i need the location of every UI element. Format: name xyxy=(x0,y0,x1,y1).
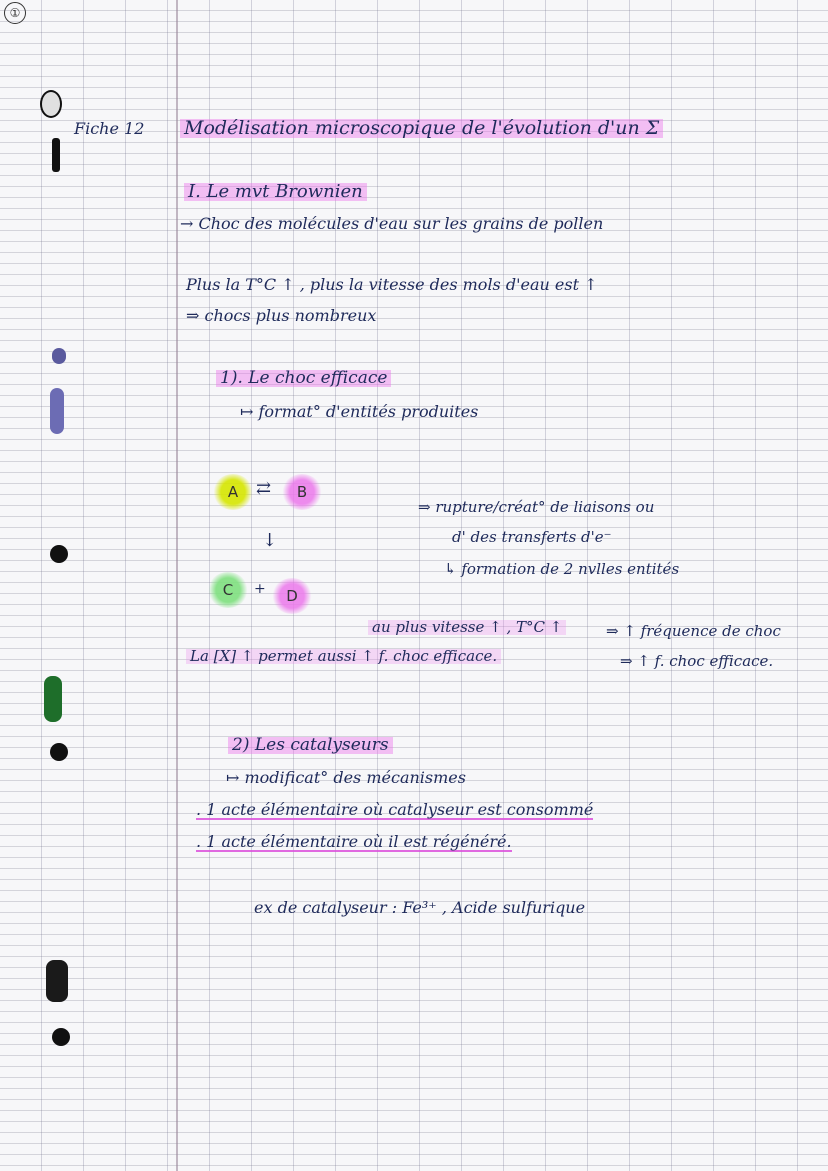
section-text-line: → Choc des molécules d'eau sur les grains de pollen xyxy=(180,214,604,233)
sheet-label: Fiche 12 xyxy=(74,119,145,138)
plus-sign: + xyxy=(254,581,266,597)
page-number: ① xyxy=(4,2,26,24)
binder-hole xyxy=(52,1028,70,1046)
note-line: La [X] ↑ permet aussi ↑ f. choc efficace. xyxy=(186,649,501,664)
subsection-text-line: . 1 acte élémentaire où il est régénéré. xyxy=(196,832,512,851)
binder-hole xyxy=(52,138,60,172)
section-text-line: Plus la T°C ↑ , plus la vitesse des mols d'eau est ↑ xyxy=(186,275,598,294)
subsection-text-line: ↦ format° d'entités produites xyxy=(240,402,479,421)
molecule-a: A xyxy=(213,474,253,510)
subsection-heading: 1). Le choc efficace xyxy=(216,370,391,387)
diagram-result-line: d' des transferts d'e⁻ xyxy=(452,528,612,546)
binder-hole xyxy=(50,388,64,434)
binder-hole xyxy=(50,545,68,563)
diagram-result-line: ↳ formation de 2 nvlles entités xyxy=(444,560,680,578)
binder-hole xyxy=(52,348,66,364)
equilibrium-arrow: ⇄ xyxy=(256,478,272,499)
note-line: ⇒ ↑ f. choc efficace. xyxy=(620,652,774,670)
diagram-result-line: ⇒ rupture/créat° de liaisons ou xyxy=(418,498,655,516)
subsection-text-line: . 1 acte élémentaire où catalyseur est consommé xyxy=(196,800,594,819)
note-line: au plus vitesse ↑ , T°C ↑ xyxy=(368,620,566,635)
note-line: ⇒ ↑ fréquence de choc xyxy=(606,622,781,640)
binder-hole xyxy=(44,676,62,722)
subsection-heading: 2) Les catalyseurs xyxy=(228,737,393,754)
molecule-c: C xyxy=(208,572,248,608)
molecule-b: B xyxy=(282,474,322,510)
margin-line xyxy=(176,0,178,1171)
page-title: Modélisation microscopique de l'évolution d'un Σ xyxy=(180,119,663,138)
section-text-line: ⇒ chocs plus nombreux xyxy=(186,306,377,325)
molecule-d: D xyxy=(272,578,312,614)
subsection-text-line: ↦ modificat° des mécanismes xyxy=(226,768,466,787)
example-line: ex de catalyseur : Fe³⁺ , Acide sulfurique xyxy=(254,898,586,917)
reaction-arrow-down: ↓ xyxy=(262,530,278,551)
binder-hole xyxy=(40,90,62,118)
binder-hole xyxy=(50,743,68,761)
binder-hole xyxy=(46,960,68,1002)
section-heading: I. Le mvt Brownien xyxy=(184,183,367,201)
